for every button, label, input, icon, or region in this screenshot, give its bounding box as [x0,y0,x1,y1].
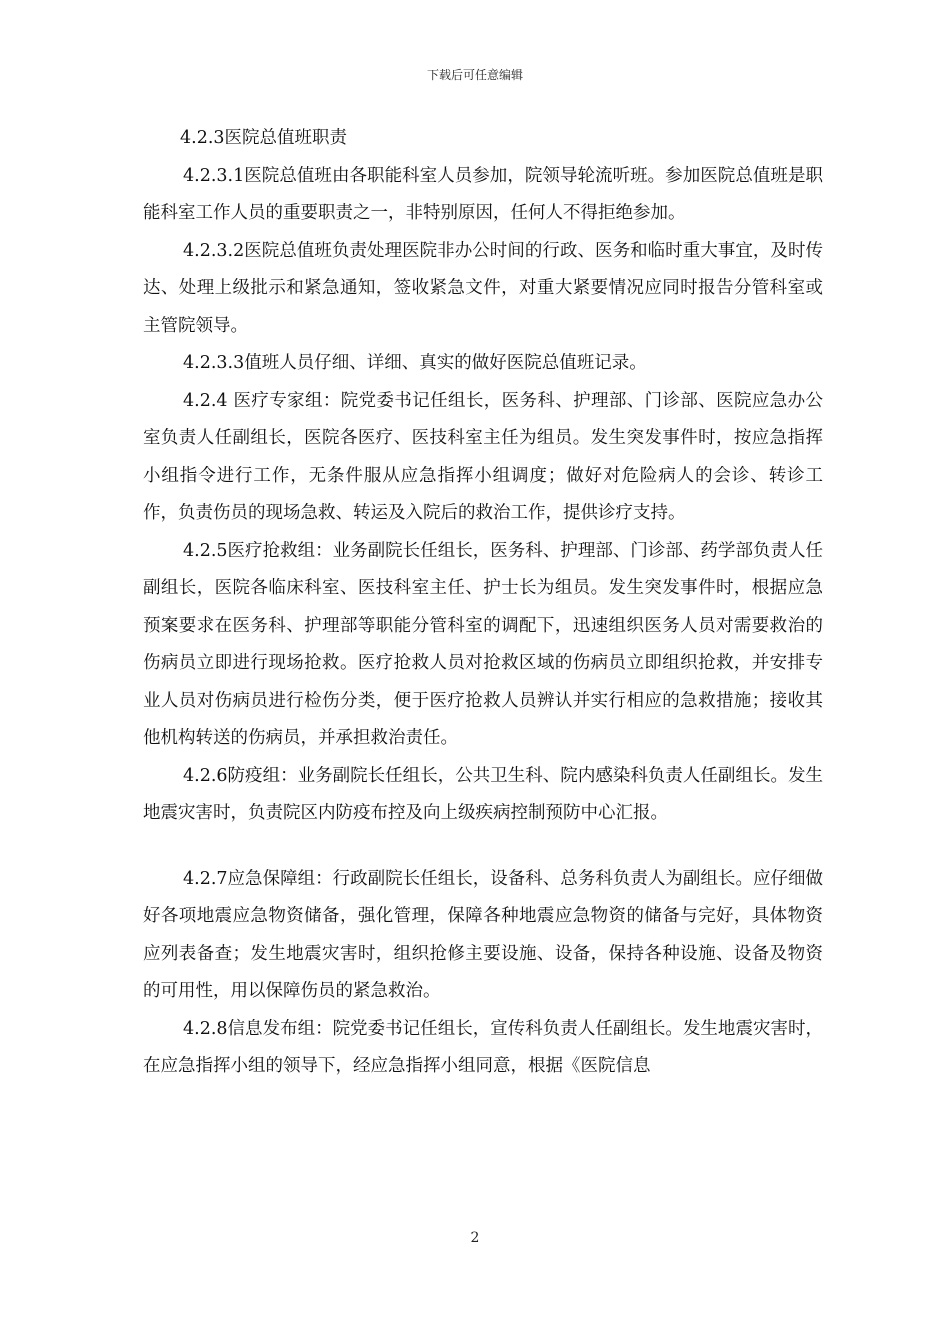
paragraph-4-2-7: 4.2.7应急保障组：行政副院长任组长，设备科、总务科负责人为副组长。应仔细做好各项地震应急物资储备，强化管理，保障各种地震应急物资的储备与完好，具体物资应列表备查；发生地震灾害时，组织抢修主要设施、设备，保持各种设施、设备及物资的可用性，用以保障伤员的紧急救治。 [143,868,823,1001]
paragraph-4-2-5: 4.2.5医疗抢救组：业务副院长任组长，医务科、护理部、门诊部、药学部负责人任副组长，医院各临床科室、医技科室主任、护士长为组员。发生突发事件时，根据应急预案要求在医务科、护理部等职能分管科室的调配下，迅速组织医务人员对需要救治的伤病员立即进行现场抢救。医疗抢救人员对抢救区域的伤病员立即组织抢救，并安排专业人员对伤病员进行检伤分类，便于医疗抢救人员辨认并实行相应的急救措施；接收其他机构转送的伤病员，并承担救治责任。 [143,540,823,748]
paragraph-4-2-3-3: 4.2.3.3值班人员仔细、详细、真实的做好医院总值班记录。 [183,353,647,373]
paragraph-spacer [143,833,823,861]
paragraph-4-2-6: 4.2.6防疫组：业务副院长任组长，公共卫生科、院内感染科负责人任副组长。发生地震灾害时，负责院区内防疫布控及向上级疾病控制预防中心汇报。 [143,765,823,823]
page-header: 下载后可任意编辑 [426,68,523,82]
paragraph-4-2-4: 4.2.4 医疗专家组：院党委书记任组长，医务科、护理部、门诊部、医院应急办公室负责人任副组长，医院各医疗、医技科室主任为组员。发生突发事件时，按应急指挥小组指令进行工作，无条件服从应急指挥小组调度；做好对危险病人的会诊、转诊工作，负责伤员的现场急救、转运及入院后的救治工作，提供诊疗支持。 [143,390,823,523]
document-body [143,120,823,1086]
section-heading: 4.2.3医院总值班职责 [180,128,348,148]
paragraph-4-2-3-2: 4.2.3.2医院总值班负责处理医院非办公时间的行政、医务和临时重大事宜，及时传达、处理上级批示和紧急通知，签收紧急文件，对重大紧要情况应同时报告分管科室或主管院领导。 [143,240,823,336]
paragraph-4-2-3-1: 4.2.3.1医院总值班由各职能科室人员参加，院领导轮流听班。参加医院总值班是职能科室工作人员的重要职责之一，非特别原因，任何人不得拒绝参加。 [143,165,823,223]
page-number: 2 [470,1230,480,1246]
paragraph-4-2-8: 4.2.8信息发布组：院党委书记任组长，宣传科负责人任副组长。发生地震灾害时，在应急指挥小组的领导下，经应急指挥小组同意，根据《医院信息 [143,1018,823,1076]
